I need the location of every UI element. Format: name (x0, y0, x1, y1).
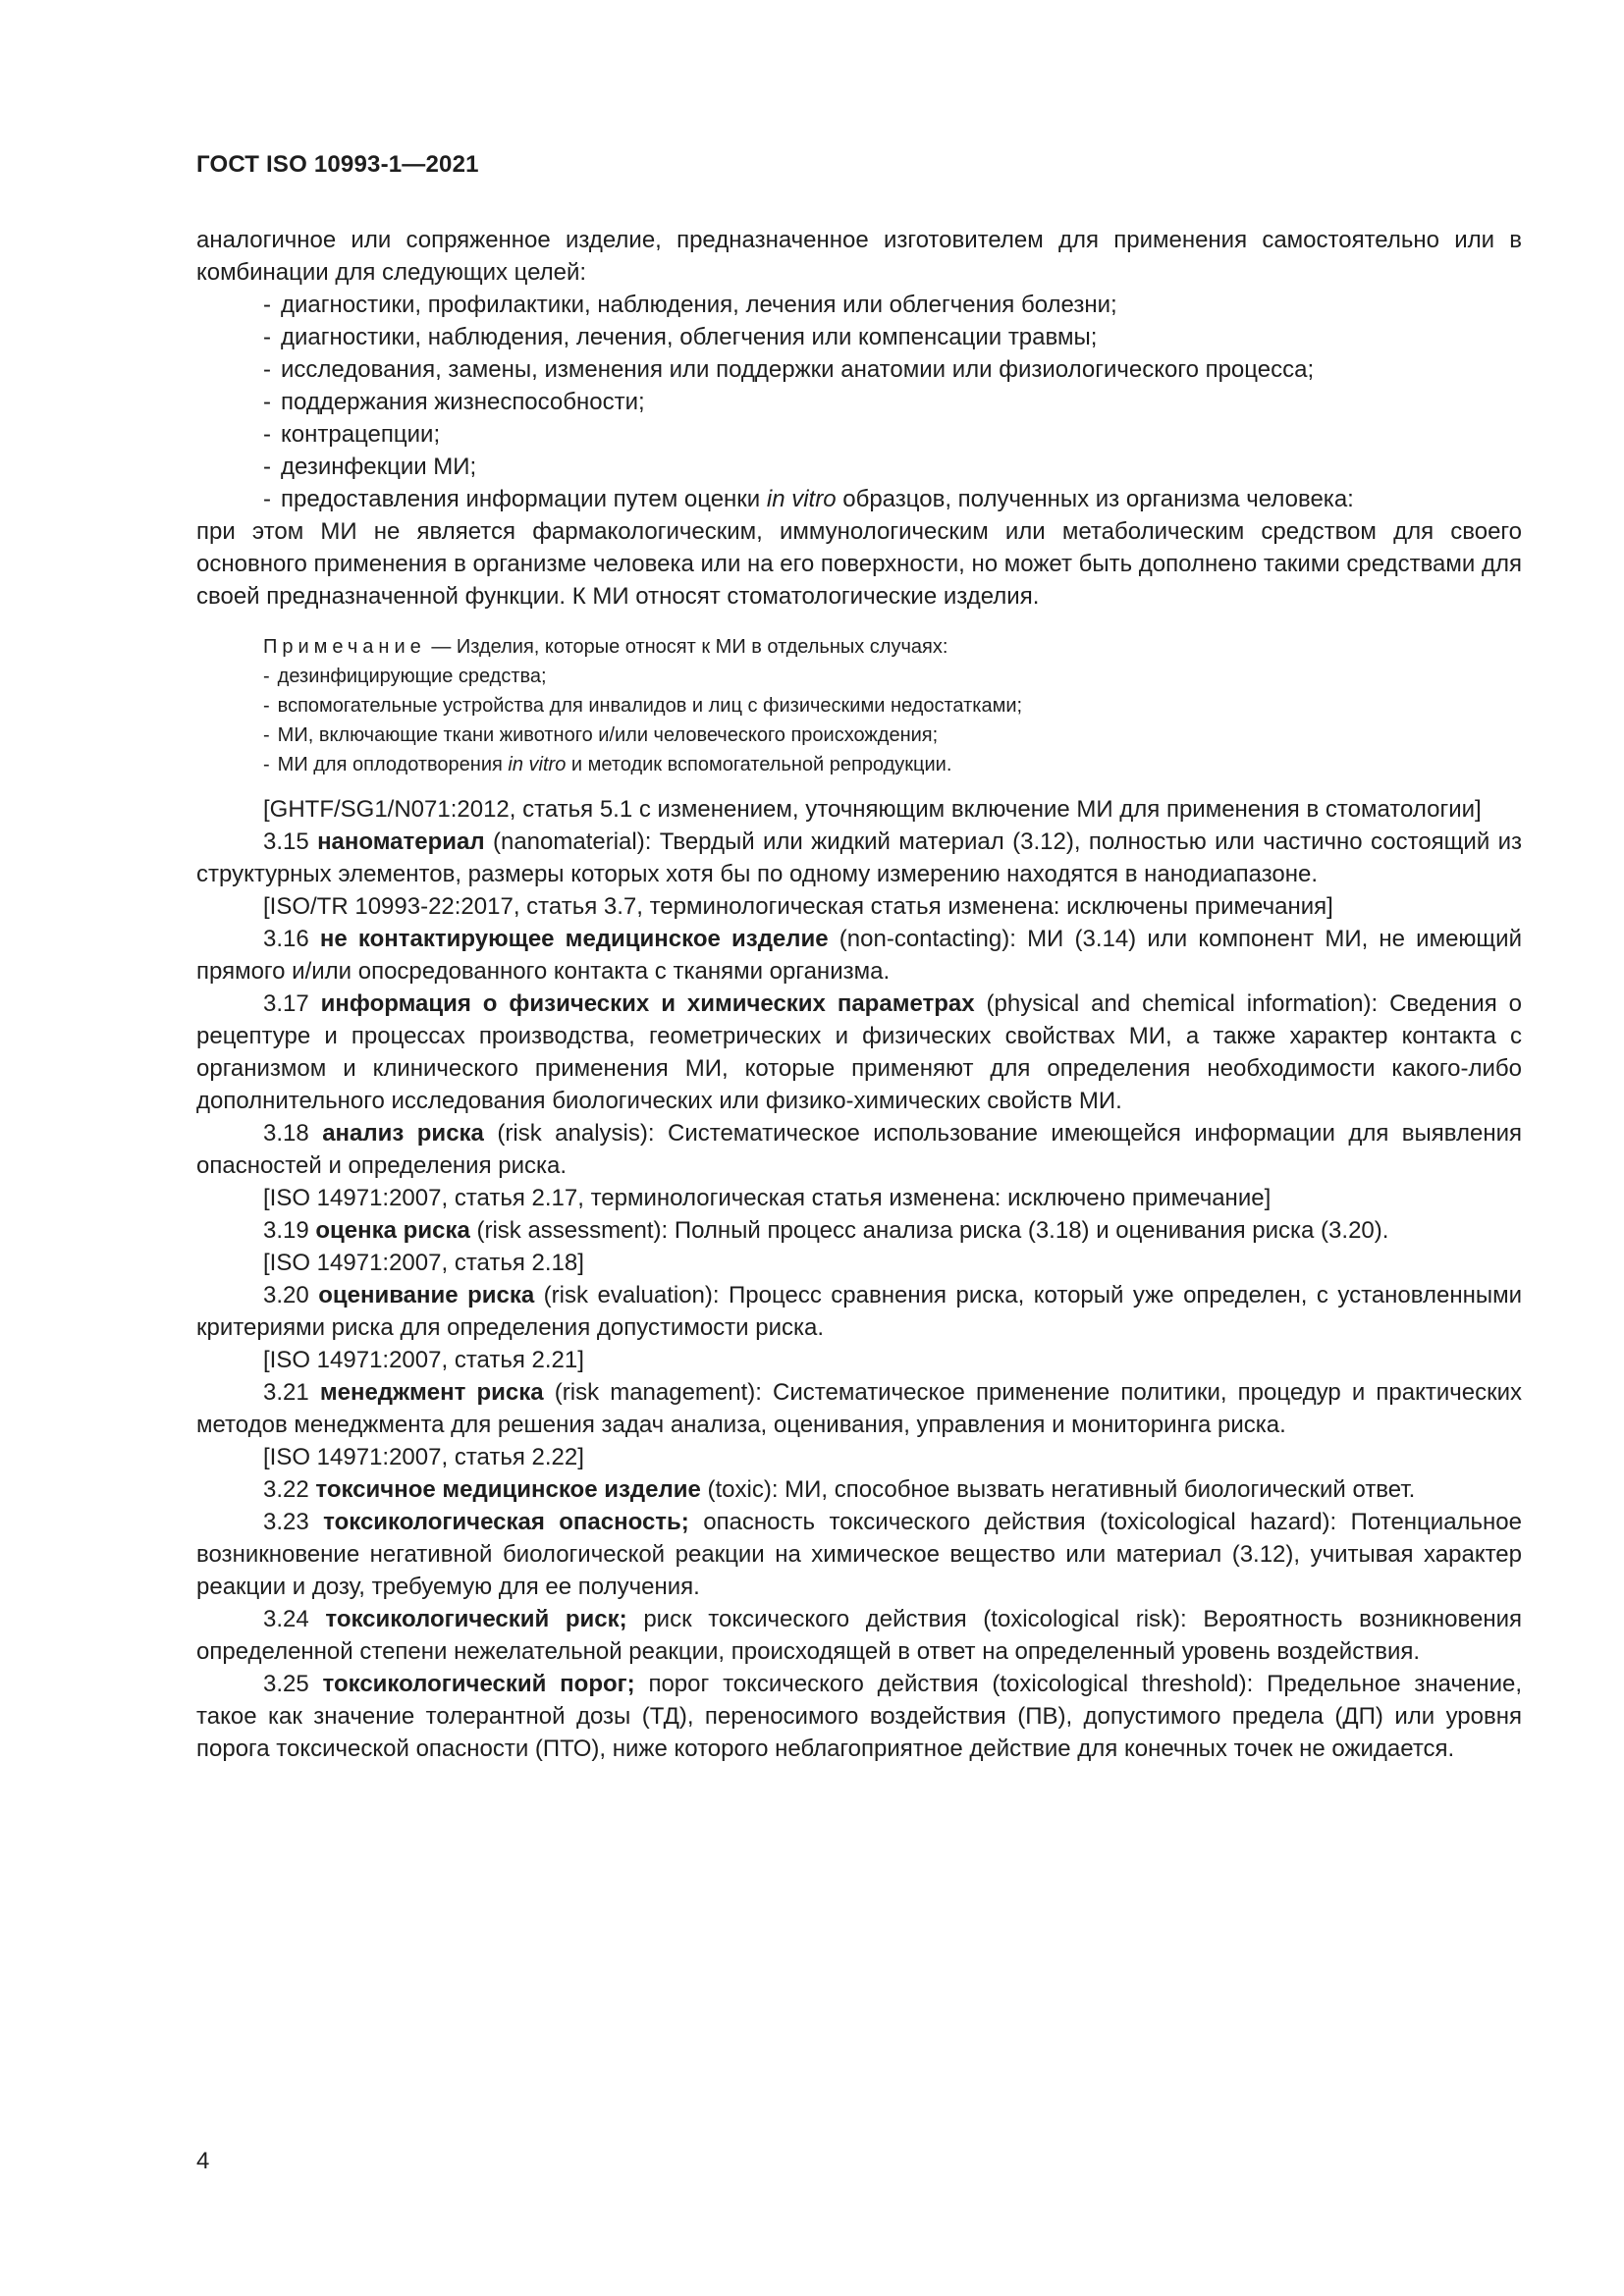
source-reference: [ISO/TR 10993-22:2017, статья 3.7, терминологическая статья изменена: исключены примечания] (263, 893, 1333, 920)
term-name: информация о физических и химических параметрах (320, 990, 975, 1017)
note-list (263, 662, 1522, 779)
list-item: - исследования, замены, изменения или поддержки анатомии или физиологического процесса; (263, 356, 1315, 383)
term-definition: 3.25 токсикологический порог; порог токсического действия (toxicological threshold): Предельное значение, такое как значение толерантной дозы (ТД), переносимого воздействия (ПВ), допустимого предела (ДП) или уровня порога токсической опасности (ПТО), ниже которого неблагоприятное действие для конечных точек не ожидается. (196, 1671, 1522, 1762)
term-definition: 3.19 оценка риска (risk assessment): Полный процесс анализа риска (3.18) и оценивания риска (3.20). (263, 1217, 1389, 1244)
list-item: - МИ для оплодотворения in vitro и методик вспомогательной репродукции. (263, 754, 952, 775)
list-item: - контрацепции; (263, 421, 441, 448)
document-header: ГОСТ ISO 10993-1—2021 (196, 151, 479, 178)
term-3-20 (196, 1279, 1522, 1376)
source-reference: [ISO 14971:2007, статья 2.22] (263, 1444, 584, 1470)
source-reference: [ISO 14971:2007, статья 2.17, терминологическая статья изменена: исключено примечание] (263, 1185, 1272, 1211)
term-definition: 3.24 токсикологический риск; риск токсического действия (toxicological risk): Вероятность возникновения определенной степени нежелательной реакции, происходящей в ответ на определенный уровень воздействия. (196, 1606, 1522, 1665)
intro-paragraph: аналогичное или сопряженное изделие, предназначенное изготовителем для применения самостоятельно или в комбинации для следующих целей: (196, 227, 1522, 286)
page-number: 4 (196, 2148, 210, 2174)
note-heading: Примечание — Изделия, которые относят к МИ в отдельных случаях: (263, 636, 948, 658)
list-item: - диагностики, профилактики, наблюдения, лечения или облегчения болезни; (263, 292, 1117, 318)
document-body (196, 224, 1522, 1765)
source-reference: [ISO 14971:2007, статья 2.21] (263, 1347, 584, 1373)
term-definition: 3.21 менеджмент риска (risk management): Систематическое применение политики, процедур и практических методов менеджмента для решения задач анализа, оценивания, управления и мониторинга риска. (196, 1379, 1523, 1438)
term-name: токсикологический порог; (322, 1671, 635, 1697)
term-name: менеджмент риска (319, 1379, 544, 1406)
list-item: - предоставления информации путем оценки in vitro образцов, полученных из организма человека: (263, 486, 1354, 512)
term-3-25 (196, 1668, 1522, 1765)
list-item: - вспомогательные устройства для инвалидов и лиц с физическими недостатками; (263, 695, 1023, 717)
list-item: - дезинфицирующие средства; (263, 666, 547, 687)
term-definition: 3.22 токсичное медицинское изделие (toxic): МИ, способное вызвать негативный биологический ответ. (263, 1476, 1416, 1503)
term-3-24 (196, 1603, 1522, 1668)
term-name: токсикологический риск; (325, 1606, 627, 1632)
list-item: - МИ, включающие ткани животного и/или человеческого происхождения; (263, 724, 939, 746)
continuation-paragraph: при этом МИ не является фармакологическим, иммунологическим или метаболическим средством для своего основного применения в организме человека или на его поверхности, но может быть дополнено такими средствами для своей предназначенной функции. К МИ относят стоматологические изделия. (196, 518, 1522, 610)
term-definition: 3.20 оценивание риска (risk evaluation): Процесс сравнения риска, который уже определен, с установленными критериями риска для определения допустимости риска. (196, 1282, 1522, 1341)
term-3-21 (196, 1376, 1522, 1473)
term-name: оценка риска (315, 1217, 470, 1244)
term-definition: 3.18 анализ риска (risk analysis): Систематическое использование имеющейся информации для выявления опасностей и определения риска. (196, 1120, 1522, 1179)
term-3-15 (196, 826, 1522, 923)
list-item: - дезинфекции МИ; (263, 454, 477, 480)
term-3-23 (196, 1506, 1522, 1603)
list-item: - диагностики, наблюдения, лечения, облегчения или компенсации травмы; (263, 324, 1098, 350)
source-reference: [GHTF/SG1/N071:2012, статья 5.1 с изменением, уточняющим включение МИ для применения в стоматологии] (263, 796, 1482, 823)
term-definition: 3.23 токсикологическая опасность; опасность токсического действия (toxicological hazard): Потенциальное возникновение негативной биологической реакции на химическое вещество или материал (3.12), учитывая характер реакции и дозу, требуемую для ее получения. (196, 1509, 1522, 1600)
term-3-22 (196, 1473, 1522, 1506)
list-item: - поддержания жизнеспособности; (263, 389, 645, 415)
term-definition: 3.16 не контактирующее медицинское изделие (non-contacting): МИ (3.14) или компонент МИ, не имеющий прямого и/или опосредованного контакта с тканями организма. (196, 926, 1522, 985)
term-name: токсикологическая опасность; (323, 1509, 689, 1535)
note-block (263, 632, 1522, 779)
term-definition: 3.15 наноматериал (nanomaterial): Твердый или жидкий материал (3.12), полностью или частично состоящий из структурных элементов, размеры которых хотя бы по одному измерению находятся в нанодиапазоне. (196, 828, 1522, 887)
source-reference: [ISO 14971:2007, статья 2.18] (263, 1250, 584, 1276)
purpose-list (196, 289, 1522, 515)
term-name: токсичное медицинское изделие (315, 1476, 701, 1503)
term-3-19 (196, 1214, 1522, 1279)
term-name: анализ риска (322, 1120, 484, 1147)
term-name: не контактирующее медицинское изделие (319, 926, 829, 952)
term-definition: 3.17 информация о физических и химических параметрах (physical and chemical information): Сведения о рецептуре и процессах производства, геометрических и физических свойствах МИ, а также характер контакта с организмом и клинического применения МИ, которые применяют для определения необходимости какого-либо дополнительного исследования биологических или физико-химических свойств МИ. (196, 990, 1522, 1114)
term-3-17 (196, 988, 1522, 1117)
term-name: наноматериал (317, 828, 485, 855)
term-3-16 (196, 923, 1522, 988)
term-name: оценивание риска (318, 1282, 535, 1308)
term-3-18 (196, 1117, 1522, 1214)
